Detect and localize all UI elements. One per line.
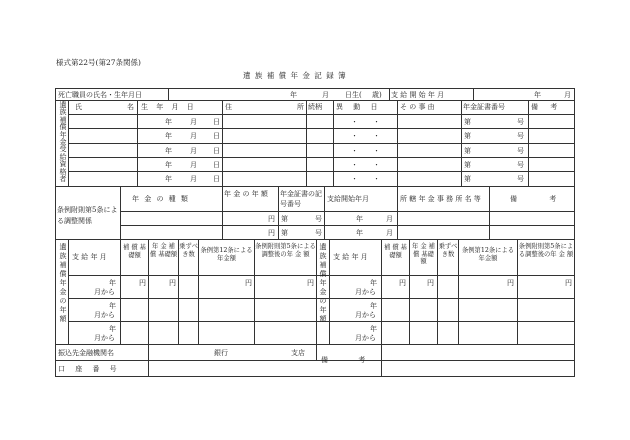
cert-go: 号 (315, 229, 322, 237)
row-cert-dai: 第 (464, 118, 471, 126)
col-art12-left: 条例第12条による年金額 (200, 247, 253, 262)
row-dot-1: ・ (351, 118, 358, 126)
row-month: 月 (190, 132, 197, 140)
col-pension-office: 所 轄 年 金 事 務 所 名 等 (400, 195, 481, 203)
deceased-birth-year-label: 年 (290, 91, 297, 99)
deceased-name-label: 死亡職員の氏名・生年月日 (58, 91, 142, 99)
row-month: 月 (190, 147, 197, 155)
amount-yen: 円 (268, 229, 275, 237)
col-birthdate: 生 年 月 日 (141, 103, 194, 111)
col-pension-amount: 年 金 の 年 額 (224, 190, 268, 198)
recipients-side-label: 遺族補償年金受給資格者 (59, 101, 67, 184)
row-dot-2: ・ (373, 118, 380, 126)
month-from-right-1: 月から (355, 288, 376, 296)
col-multiplier-right: 乗ずべき数 (438, 243, 458, 258)
row-cert-go: 号 (517, 161, 524, 169)
row-year: 年 (165, 118, 172, 126)
deceased-birth-month-label: 月 (322, 91, 329, 99)
row-month: 月 (190, 175, 197, 183)
deceased-birth-day-label: 日生( (345, 91, 362, 99)
art12-yen-right: 円 (507, 279, 514, 287)
col-name-2: 名 (127, 103, 134, 111)
annual-side-label-right: 遺族補償年金の年額 (319, 243, 327, 323)
col-adjust-start: 支給開始年月 (327, 195, 369, 203)
row-day: 日 (213, 147, 220, 155)
col-address-1: 住 (225, 103, 232, 111)
col-art12-right: 条例第12条による年金額 (461, 247, 515, 262)
col-suppl-left: 条例附則第5条による調整後の年 金 額 (255, 243, 316, 258)
suppl-yen-left: 円 (307, 279, 314, 287)
row-dot-1: ・ (351, 132, 358, 140)
month-from-left-2: 月から (94, 311, 115, 319)
row-cert-go: 号 (517, 132, 524, 140)
col-change-date: 異 動 日 (336, 103, 378, 111)
start-year: 年 (356, 215, 363, 223)
base-annual-yen-right: 円 (427, 279, 434, 287)
col-pay-month-left: 支 給 年 月 (72, 253, 107, 261)
row-cert-go: 号 (517, 175, 524, 183)
month-from-right-3: 月から (355, 334, 376, 342)
row-dot-1: ・ (351, 161, 358, 169)
account-number-label: 口 座 番 号 (58, 365, 117, 373)
row-year: 年 (165, 175, 172, 183)
row-cert-dai: 第 (464, 175, 471, 183)
year-left-1: 年 (109, 279, 116, 287)
row-cert-dai: 第 (464, 161, 471, 169)
start-month: 月 (386, 229, 393, 237)
row-dot-1: ・ (351, 175, 358, 183)
row-year: 年 (165, 132, 172, 140)
branch-suffix: 支店 (291, 349, 305, 357)
col-address-2: 所 (297, 103, 304, 111)
month-from-left-1: 月から (94, 288, 115, 296)
year-right-3: 年 (370, 325, 377, 333)
year-left-2: 年 (109, 302, 116, 310)
row-cert-go: 号 (517, 118, 524, 126)
month-from-left-3: 月から (94, 334, 115, 342)
col-base-annual-right: 年 金 補 償 基礎額 (412, 243, 435, 265)
start-year: 年 (356, 229, 363, 237)
col-relation: 続柄 (308, 103, 322, 111)
adjust-side-label: 条例附則第5条による調整関係 (57, 206, 118, 225)
col-multiplier-left: 乗ずべき数 (179, 243, 198, 258)
col-cert-number: 年金証書番号 (463, 103, 505, 111)
row-day: 日 (213, 161, 220, 169)
base-yen-left: 円 (139, 279, 146, 287)
col-base-left: 補 償 基礎額 (123, 244, 146, 259)
bank-remarks-label: 備 考 (321, 356, 366, 364)
payment-start-year-label: 年 (534, 91, 541, 99)
row-day: 日 (213, 132, 220, 140)
row-dot-2: ・ (373, 161, 380, 169)
base-yen-right: 円 (399, 279, 406, 287)
row-cert-dai: 第 (464, 147, 471, 155)
col-pension-cert: 年金証書の記号番号 (280, 190, 322, 208)
payment-start-month-label: 月 (564, 91, 571, 99)
year-left-3: 年 (109, 325, 116, 333)
amount-yen: 円 (268, 215, 275, 223)
year-right-1: 年 (370, 279, 377, 287)
row-dot-2: ・ (373, 132, 380, 140)
month-from-right-2: 月から (355, 311, 376, 319)
payment-start-label: 支 給 開 始 年 月 (391, 91, 445, 99)
start-month: 月 (386, 215, 393, 223)
row-cert-go: 号 (517, 147, 524, 155)
art12-yen-left: 円 (245, 279, 252, 287)
deceased-age-label: 歳) (372, 91, 382, 99)
row-dot-2: ・ (373, 147, 380, 155)
row-year: 年 (165, 147, 172, 155)
cert-go: 号 (315, 215, 322, 223)
col-suppl-right: 条例附則第5条による調整後の年 金 額 (518, 243, 574, 258)
col-pay-month-right: 支 給 年 月 (333, 253, 368, 261)
row-day: 日 (213, 175, 220, 183)
row-month: 月 (190, 161, 197, 169)
col-name-1: 氏 (75, 103, 82, 111)
annual-side-label-left: 遺族補償年金の年額 (59, 243, 67, 323)
row-cert-dai: 第 (464, 132, 471, 140)
row-day: 日 (213, 118, 220, 126)
row-dot-2: ・ (373, 175, 380, 183)
col-remarks: 備 考 (531, 103, 558, 111)
bank-name-label: 振込先金融機関名 (58, 349, 114, 357)
year-right-2: 年 (370, 302, 377, 310)
col-adjust-remarks: 備 考 (510, 195, 557, 203)
col-pension-type: 年 金 の 種 類 (132, 195, 188, 203)
bank-suffix: 銀行 (214, 349, 228, 357)
base-annual-yen-left: 円 (169, 279, 176, 287)
col-reason: そ の 事 由 (400, 103, 435, 111)
col-base-right: 補 償 基礎額 (384, 244, 407, 259)
cert-dai: 第 (281, 215, 288, 223)
form-number-label: 様式第22号(第27条関係) (56, 58, 141, 67)
col-base-annual-left: 年 金 補 償 基礎額 (149, 243, 178, 258)
row-month: 月 (190, 118, 197, 126)
suppl-yen-right: 円 (565, 279, 572, 287)
row-year: 年 (165, 161, 172, 169)
row-dot-1: ・ (351, 147, 358, 155)
cert-dai: 第 (281, 229, 288, 237)
form-title: 遺 族 補 償 年 金 記 録 簿 (243, 71, 347, 80)
